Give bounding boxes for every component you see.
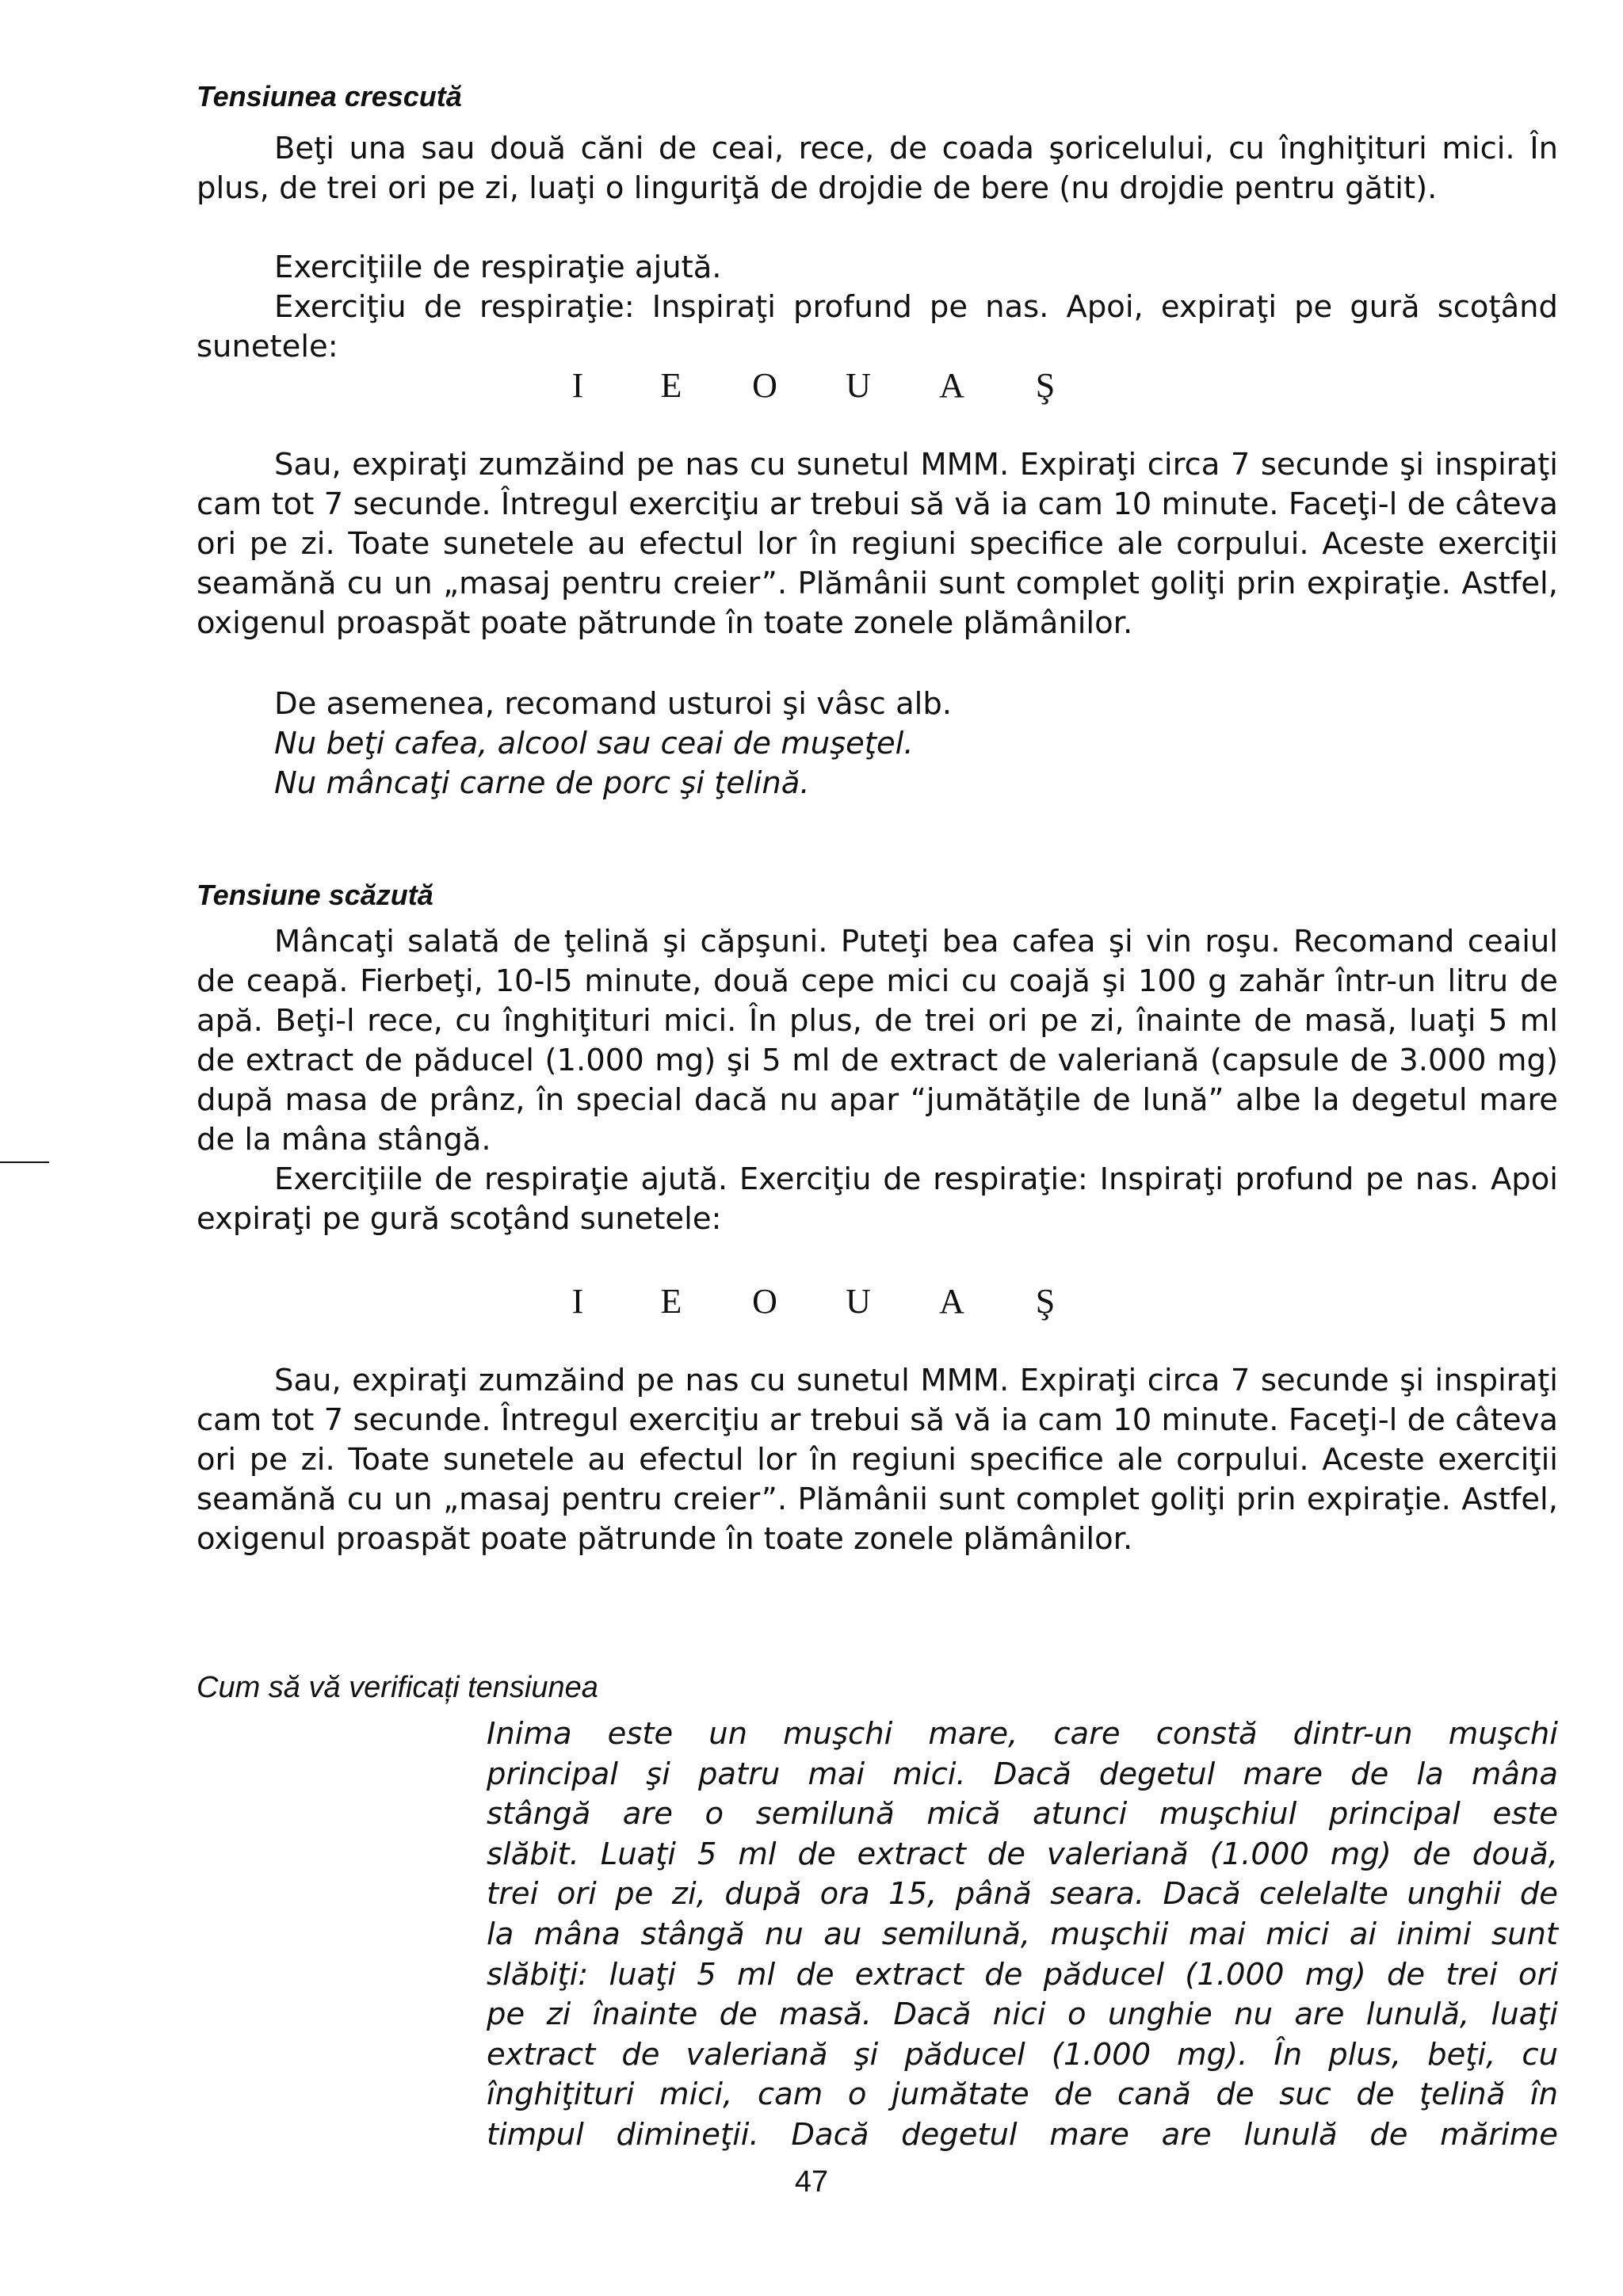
sound-letter: A bbox=[939, 1282, 964, 1321]
margin-mark bbox=[0, 1161, 49, 1163]
vowel-sounds bbox=[0, 366, 1623, 406]
paragraph: Mâncaţi salată de ţelină şi căpşuni. Puteţi bea cafea şi vin roşu. Recomand ceaiul de ceapă. Fierbeţi, 10-l5 minute, două cepe mici cu coajă şi 100 g zahăr într-un litru de apă. Beţi-l rece, cu înghiţituri mici. În plus, de trei ori pe zi, înainte de masă, luaţi 5 ml de extract de păducel (1.000 mg) şi 5 ml de extract de valeriană (capsule de 3.000 mg) după masa de prânz, în special dacă nu apar “jumătăţile de lună” albe la degetul mare de la mâna stângă. bbox=[197, 924, 1558, 1158]
page-number: 47 bbox=[794, 2165, 829, 2199]
paragraph: De asemenea, recomand usturoi şi vâsc alb. bbox=[274, 686, 953, 722]
vowel-sounds bbox=[0, 1282, 1623, 1322]
section-heading-low-pressure: Tensiune scăzută bbox=[197, 879, 433, 911]
quote-line: slăbit. Luaţi 5 ml de extract de valeriană (1.000 mg) de două, bbox=[487, 1836, 1558, 1872]
quote-line: slăbiţi: luaţi 5 ml de extract de păducel (1.000 mg) de trei ori bbox=[487, 1957, 1558, 1993]
section-heading-check-pressure: Cum să vă verificați tensiunea bbox=[197, 1671, 598, 1704]
paragraph-italic: Nu beţi cafea, alcool sau ceai de muşeţel. bbox=[274, 726, 914, 761]
paragraph: Exerciţiile de respiraţie ajută. Exerciţiu de respiraţie: Inspiraţi profund pe nas. Apoi expiraţi pe gură scoţând sunetele: bbox=[197, 1161, 1558, 1237]
sound-letter: E bbox=[660, 1282, 682, 1321]
sound-letter: U bbox=[846, 366, 871, 405]
quote-line: trei ori pe zi, după ora 15, până seara. Dacă celelalte unghii de bbox=[487, 1876, 1558, 1912]
paragraph: Sau, expiraţi zumzăind pe nas cu sunetul MMM. Expiraţi circa 7 secunde şi inspiraţi cam tot 7 secunde. Întregul exerciţiu ar trebui să vă ia cam 10 minute. Faceţi-l de câteva ori pe zi. Toate sunetele au efectul lor în regiuni specifice ale corpului. Aceste exerciţii seamănă cu un „masaj pentru creier”. Plămânii sunt complet goliţi prin expiraţie. Astfel, oxigenul proaspăt poate pătrunde în toate zonele plămânilor. bbox=[197, 447, 1558, 641]
quote-line: Inima este un muşchi mare, care constă dintr-un muşchi bbox=[487, 1716, 1558, 1752]
quote-line: pe zi înainte de masă. Dacă nici o unghie nu are lunulă, luaţi bbox=[487, 1997, 1558, 2032]
sound-letter: I bbox=[571, 366, 584, 405]
sound-letter: O bbox=[752, 366, 777, 405]
paragraph: Exerciţiile de respiraţie ajută. bbox=[274, 250, 722, 285]
sound-letter: Ş bbox=[1035, 366, 1056, 405]
quote-line: stângă are o semilună mică atunci muşchiul principal este bbox=[487, 1796, 1558, 1832]
quote-line: extract de valeriană şi păducel (1.000 mg). În plus, beţi, cu bbox=[487, 2037, 1558, 2073]
sound-letter: I bbox=[571, 1282, 584, 1321]
quote-line: înghiţituri mici, cam o jumătate de cană de suc de ţelină în bbox=[487, 2077, 1558, 2112]
section-heading-high-pressure: Tensiunea crescută bbox=[197, 80, 462, 113]
sound-letter: A bbox=[939, 366, 964, 405]
sound-letter: Ş bbox=[1035, 1282, 1056, 1321]
quote-line: timpul dimineţii. Dacă degetul mare are lunulă de mărime bbox=[487, 2117, 1558, 2153]
paragraph: Sau, expiraţi zumzăind pe nas cu sunetul MMM. Expiraţi circa 7 secunde şi inspiraţi cam tot 7 secunde. Întregul exerciţiu ar trebui să vă ia cam 10 minute. Faceţi-l de câteva ori pe zi. Toate sunetele au efectul lor în regiuni specifice ale corpului. Aceste exerciţii seamănă cu un „masaj pentru creier”. Plămânii sunt complet goliţi prin expiraţie. Astfel, oxigenul proaspăt poate pătrunde în toate zonele plămânilor. bbox=[197, 1363, 1558, 1557]
paragraph: Beţi una sau două căni de ceai, rece, de coada şoricelului, cu înghiţituri mici. În plus, de trei ori pe zi, luaţi o linguriţă de drojdie de bere (nu drojdie pentru gătit). bbox=[197, 131, 1558, 206]
sound-letter: U bbox=[846, 1282, 871, 1321]
quote-line: principal şi patru mai mici. Dacă degetul mare de la mâna bbox=[487, 1756, 1558, 1792]
quote-line: la mâna stângă nu au semilună, muşchii mai mici ai inimi sunt bbox=[487, 1917, 1558, 1952]
sound-letter: O bbox=[752, 1282, 777, 1321]
paragraph: Exerciţiu de respiraţie: Inspiraţi profund pe nas. Apoi, expiraţi pe gură scoţând sunetele: bbox=[197, 289, 1558, 364]
sound-letter: E bbox=[660, 366, 682, 405]
paragraph-italic: Nu mâncaţi carne de porc şi ţelină. bbox=[274, 765, 810, 801]
